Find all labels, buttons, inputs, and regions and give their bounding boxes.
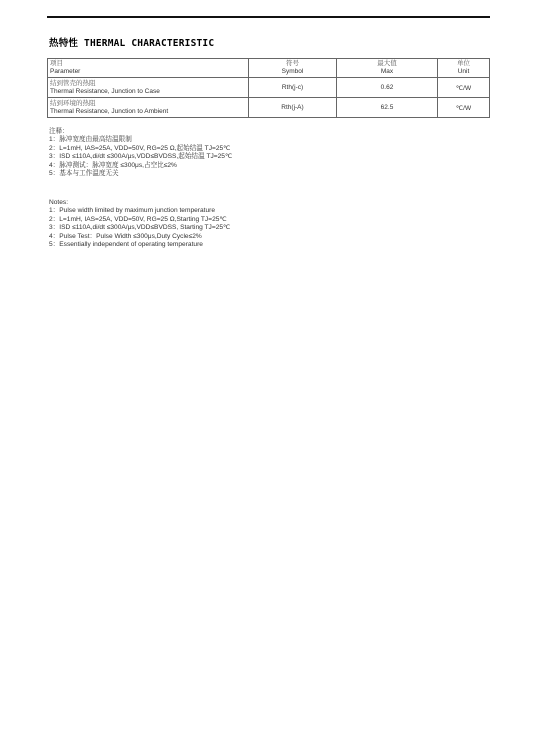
table-row [48, 98, 490, 118]
note-item: 1：Pulse width limited by maximum junction temperature [49, 207, 216, 215]
notes-chinese [49, 128, 232, 178]
header-max [337, 59, 438, 78]
header-max-en: Max [380, 68, 394, 75]
note-item: 4：脉冲测试：脉冲宽度 ≤300μs,占空比≤2% [49, 161, 177, 169]
notes-en-heading: Notes: [49, 199, 69, 206]
thermal-table [47, 58, 490, 118]
header-symbol [249, 59, 337, 78]
header-symbol-en: Symbol [281, 68, 304, 75]
row-parameter-cn: 结到管壳的热阻 [50, 79, 96, 87]
note-item: 2：L=1mH, IAS=25A, VDD=50V, RG=25 Ω,Starting TJ=25℃ [49, 215, 227, 223]
note-item: 5：基本与工作温度无关 [49, 170, 119, 178]
header-unit-en: Unit [457, 68, 470, 75]
row-parameter-en: Thermal Resistance, Junction to Ambient [50, 107, 169, 115]
row-max: 62.5 [337, 98, 438, 118]
note-item: 3：ISD ≤110A,di/dt ≤300A/μs,VDD≤BVDSS,起始结温 TJ=25℃ [49, 153, 233, 161]
row-unit: ℃/W [438, 98, 490, 118]
header-unit [438, 59, 490, 78]
row-unit: ℃/W [438, 78, 490, 98]
row-parameter-en: Thermal Resistance, Junction to Case [50, 87, 160, 95]
header-max-cn: 最大值 [377, 60, 397, 67]
row-parameter-cn: 结到环境的热阻 [50, 99, 96, 107]
note-item: 1：脉冲宽度由最高结温限制 [49, 136, 132, 144]
top-rule [47, 16, 490, 18]
note-item: 4：Pulse Test：Pulse Width ≤300μs,Duty Cycle≤2% [49, 232, 202, 240]
note-item: 3：ISD ≤110A,di/dt ≤300A/μs,VDD≤BVDSS, Starting TJ=25℃ [49, 224, 231, 232]
notes-english [49, 199, 230, 249]
table-row [48, 78, 490, 98]
page-title: 热特性 THERMAL CHARACTERISTIC [49, 38, 215, 49]
header-parameter-cn: 项目 [50, 60, 63, 67]
row-parameter [48, 78, 249, 98]
note-item: 5：Essentially independent of operating temperature [49, 241, 203, 249]
header-unit-cn: 单位 [457, 60, 470, 67]
header-symbol-cn: 符号 [286, 60, 299, 67]
row-symbol: Rth(j-A) [249, 98, 337, 118]
header-parameter-en: Parameter [50, 68, 81, 75]
table-header-row [48, 59, 490, 78]
row-symbol: Rth(j-c) [249, 78, 337, 98]
row-parameter [48, 98, 249, 118]
row-max: 0.62 [337, 78, 438, 98]
header-parameter [48, 59, 249, 78]
notes-cn-heading: 注释： [49, 128, 69, 135]
note-item: 2：L=1mH, IAS=25A, VDD=50V, RG=25 Ω,起始结温 TJ=25℃ [49, 144, 231, 152]
